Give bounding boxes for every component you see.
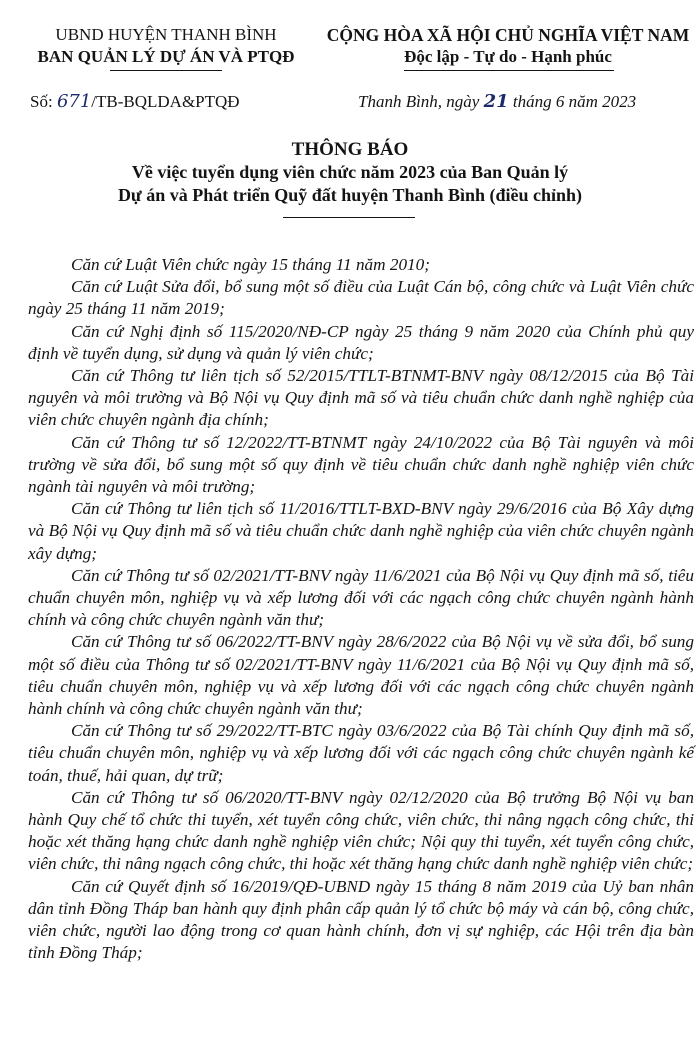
agency-line-2: BAN QUẢN LÝ DỰ ÁN VÀ PTQĐ bbox=[37, 47, 295, 66]
nation-line-1: CỘNG HÒA XÃ HỘI CHỦ NGHĨA VIỆT NAM bbox=[326, 25, 690, 45]
legal-basis-item: Căn cứ Thông tư số 06/2020/TT-BNV ngày 02/12/2020 của Bộ trưởng Bộ Nội vụ ban hành Quy chế tổ chức thi tuyển, xét tuyển công chức, viên chức, thi nâng ngạch công chức, thi hoặc xét thăng hạng chức danh nghề nghiệp viên chức; Nội quy thi tuyển, xét tuyển công chức, viên chức, thi nâng ngạch công chức, thi hoặc xét thăng hạng chức danh nghề nghiệp viên chức; bbox=[28, 787, 694, 874]
legal-basis-item: Căn cứ Thông tư liên tịch số 52/2015/TTLT-BTNMT-BNV ngày 08/12/2015 của Bộ Tài nguyên và môi trường và Bộ Nội vụ Quy định mã số và tiêu chuẩn chức danh nghề nghiệp của viên chức chuyên ngành địa chính; bbox=[28, 366, 694, 430]
legal-basis-list bbox=[28, 254, 694, 965]
agency-line-1: UBND HUYỆN THANH BÌNH bbox=[55, 25, 277, 44]
document-number-handwritten: 671 bbox=[56, 91, 92, 112]
document-title bbox=[0, 138, 700, 207]
title-line-3: Dự án và Phát triển Quỹ đất huyện Thanh Bình (điều chỉnh) bbox=[117, 185, 583, 205]
legal-basis-item: Căn cứ Thông tư liên tịch số 11/2016/TTLT-BXD-BNV ngày 29/6/2016 của Bộ Xây dựng và Bộ Nội vụ Quy định mã số và tiêu chuẩn chức danh nghề nghiệp của viên chức chuyên ngành xây dựng; bbox=[28, 499, 694, 563]
legal-basis-item: Căn cứ Luật Viên chức ngày 15 tháng 11 năm 2010; bbox=[71, 255, 430, 274]
nation-line-2: Độc lập - Tự do - Hạnh phúc bbox=[404, 47, 612, 66]
agency-underline bbox=[110, 70, 222, 71]
title-line-1: THÔNG BÁO bbox=[291, 139, 409, 160]
legal-basis-item: Căn cứ Nghị định số 115/2020/NĐ-CP ngày 25 tháng 9 năm 2020 của Chính phủ quy định về tuyển dụng, sử dụng và quản lý viên chức; bbox=[28, 321, 694, 363]
legal-basis-item: Căn cứ Thông tư số 02/2021/TT-BNV ngày 11/6/2021 của Bộ Nội vụ Quy định mã số, tiêu chuẩn chuyên môn, nghiệp vụ và xếp lương đối với các ngạch công chức chuyên ngành hành chính và công chức chuyên ngành văn thư; bbox=[28, 565, 694, 630]
document-date bbox=[358, 91, 636, 112]
legal-basis-item: Căn cứ Luật Sửa đổi, bổ sung một số điều của Luật Cán bộ, công chức và Luật Viên chức ngày 25 tháng 11 năm 2019; bbox=[28, 277, 694, 319]
document-number-suffix: /TB-BQLDA&PTQĐ bbox=[91, 92, 240, 111]
title-line-2: Về việc tuyển dụng viên chức năm 2023 của Ban Quản lý bbox=[131, 162, 569, 182]
motto-underline bbox=[404, 70, 614, 71]
legal-basis-item: Căn cứ Thông tư số 06/2022/TT-BNV ngày 28/6/2022 của Bộ Nội vụ về sửa đổi, bổ sung một số điều của Thông tư số 02/2021/TT-BNV ngày 11/6/2021 của Bộ Nội vụ Quy định mã số, tiêu chuẩn chuyên môn, nghiệp vụ và xếp lương đối với các ngạch công chức chuyên ngành hành chính và công chức chuyên ngành văn thư; bbox=[28, 632, 694, 719]
legal-basis-item: Căn cứ Thông tư số 29/2022/TT-BTC ngày 03/6/2022 của Bộ Tài chính Quy định mã số, tiêu chuẩn chuyên môn, nghiệp vụ và xếp lương đối với các ngạch công chức chuyên ngành kế toán, thuế, hải quan, dự trữ; bbox=[28, 721, 694, 785]
date-day-handwritten: 21 bbox=[483, 91, 509, 112]
legal-basis-item: Căn cứ Quyết định số 16/2019/QĐ-UBND ngày 15 tháng 8 năm 2019 của Uỷ ban nhân dân tỉnh Đồng Tháp ban hành quy định phân cấp quản lý tổ chức bộ máy và cán bộ, công chức, viên chức, người lao động trong cơ quan hành chính, đơn vị sự nghiệp, các Hội trên địa bàn tỉnh Đồng Tháp; bbox=[28, 876, 694, 963]
title-underline bbox=[283, 217, 415, 218]
document-number-prefix: Số: bbox=[30, 92, 57, 111]
national-motto-block bbox=[316, 24, 700, 68]
document-number bbox=[30, 91, 240, 112]
date-prefix: Thanh Bình, ngày bbox=[358, 92, 484, 111]
legal-basis-item: Căn cứ Thông tư số 12/2022/TT-BTNMT ngày 24/10/2022 của Bộ Tài nguyên và môi trường về sửa đổi, bổ sung một số quy định về tiêu chuẩn chức danh nghề nghiệp viên chức ngành tài nguyên và môi trường; bbox=[28, 432, 694, 497]
date-suffix: tháng 6 năm 2023 bbox=[508, 92, 637, 111]
issuing-agency-block bbox=[16, 24, 316, 68]
